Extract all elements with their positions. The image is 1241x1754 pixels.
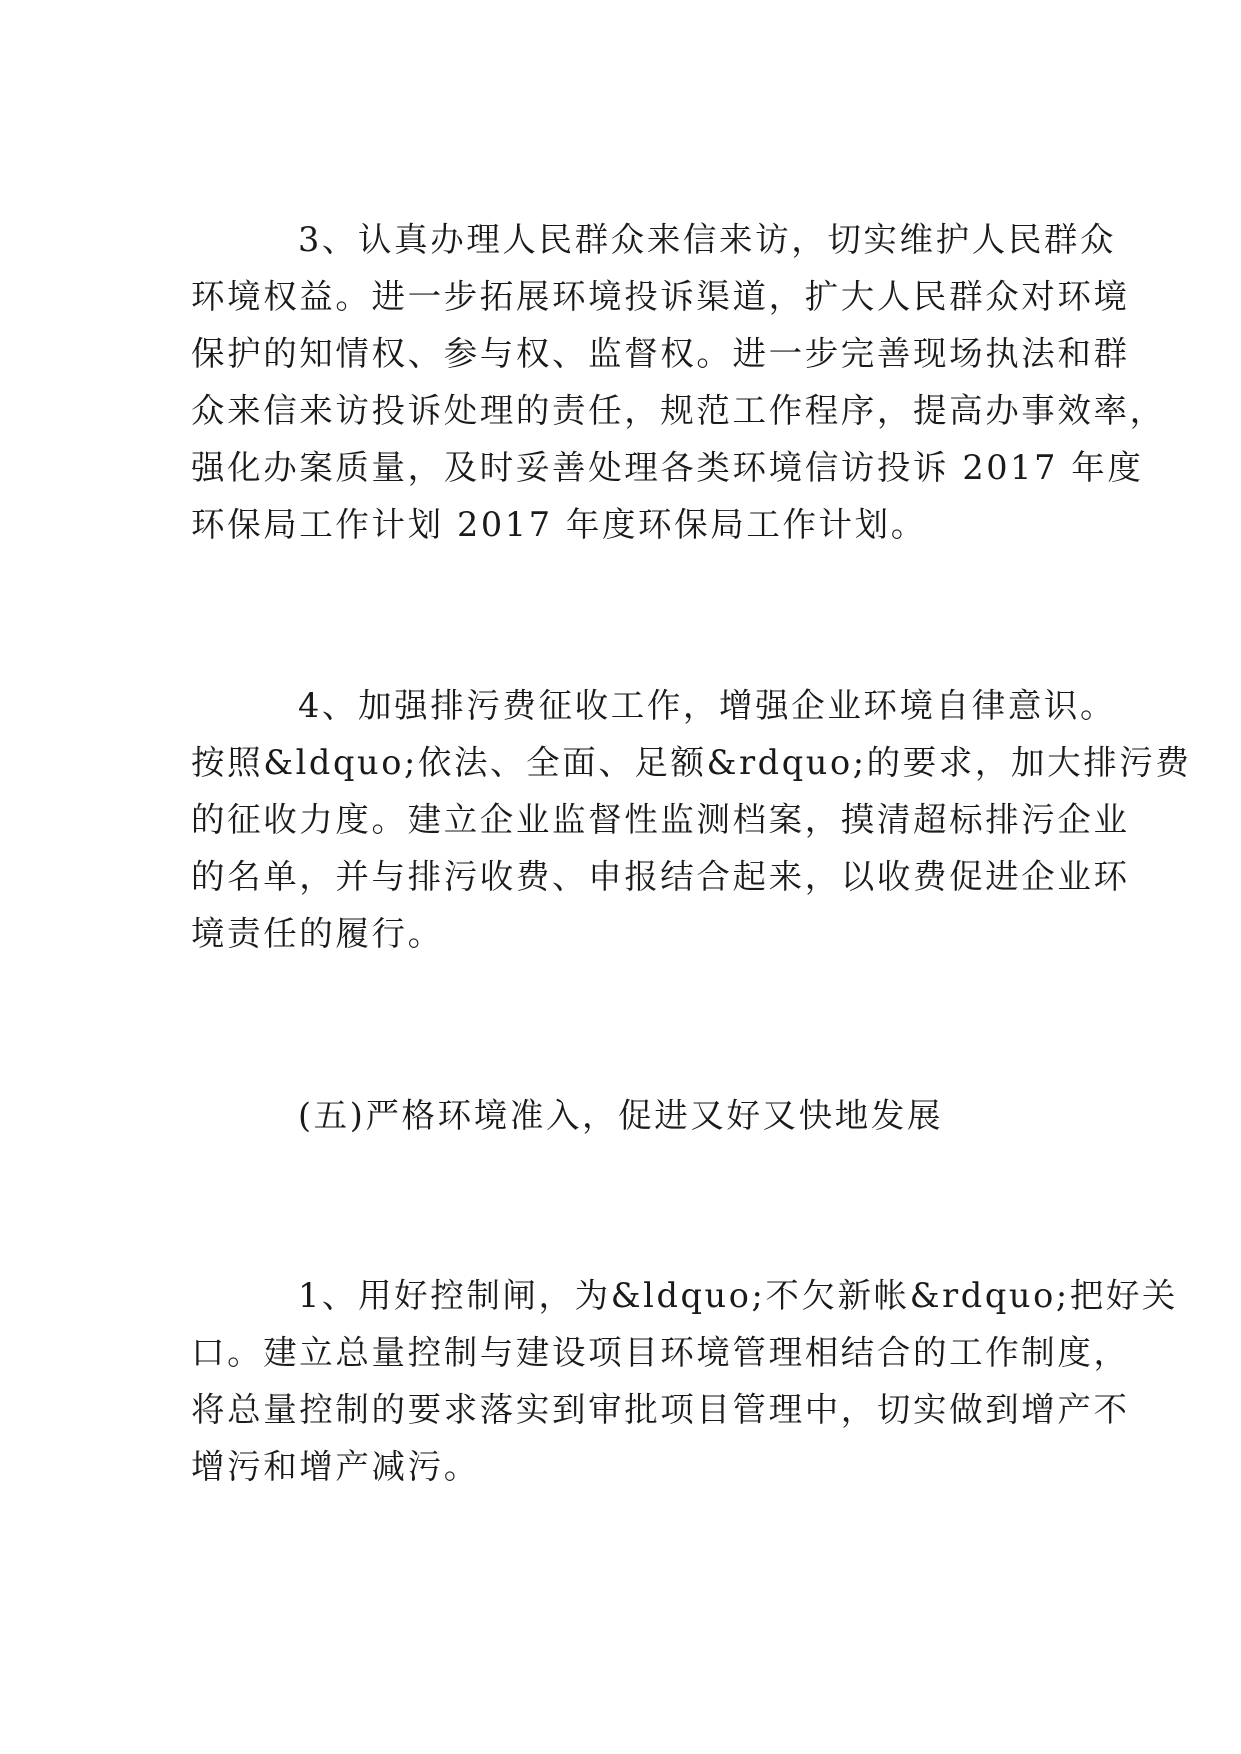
paragraph-3-line-1: 3、认真办理人民群众来信来访，切实维护人民群众 bbox=[298, 220, 1117, 259]
paragraph-3-line-6: 环保局工作计划 2017 年度环保局工作计划。 bbox=[191, 505, 927, 544]
paragraph-3-line-2: 环境权益。进一步拓展环境投诉渠道，扩大人民群众对环境 bbox=[191, 277, 1130, 316]
section-heading: (五)严格环境准入，促进又好又快地发展 bbox=[298, 1096, 944, 1135]
paragraph-4-line-2: 按照&ldquo;依法、全面、足额&rdquo;的要求，加大排污费 bbox=[191, 743, 1192, 782]
paragraph-3-line-3: 保护的知情权、参与权、监督权。进一步完善现场执法和群 bbox=[191, 334, 1130, 373]
paragraph-1-line-2: 口。建立总量控制与建设项目环境管理相结合的工作制度， bbox=[191, 1333, 1130, 1372]
paragraph-4-line-5: 境责任的履行。 bbox=[191, 914, 444, 953]
paragraph-4-line-1: 4、加强排污费征收工作，增强企业环境自律意识。 bbox=[298, 686, 1117, 725]
paragraph-3-line-5: 强化办案质量，及时妥善处理各类环境信访投诉 2017 年度 bbox=[191, 448, 1144, 487]
paragraph-1-line-4: 增污和增产减污。 bbox=[191, 1447, 480, 1486]
paragraph-3-line-4: 众来信来访投诉处理的责任，规范工作程序，提高办事效率， bbox=[191, 391, 1166, 430]
paragraph-1-line-3: 将总量控制的要求落实到审批项目管理中，切实做到增产不 bbox=[191, 1390, 1130, 1429]
paragraph-4-line-4: 的名单，并与排污收费、申报结合起来，以收费促进企业环 bbox=[191, 857, 1130, 896]
paragraph-4-line-3: 的征收力度。建立企业监督性监测档案，摸清超标排污企业 bbox=[191, 800, 1130, 839]
paragraph-1-line-1: 1、用好控制闸，为&ldquo;不欠新帐&rdquo;把好关 bbox=[298, 1276, 1179, 1315]
